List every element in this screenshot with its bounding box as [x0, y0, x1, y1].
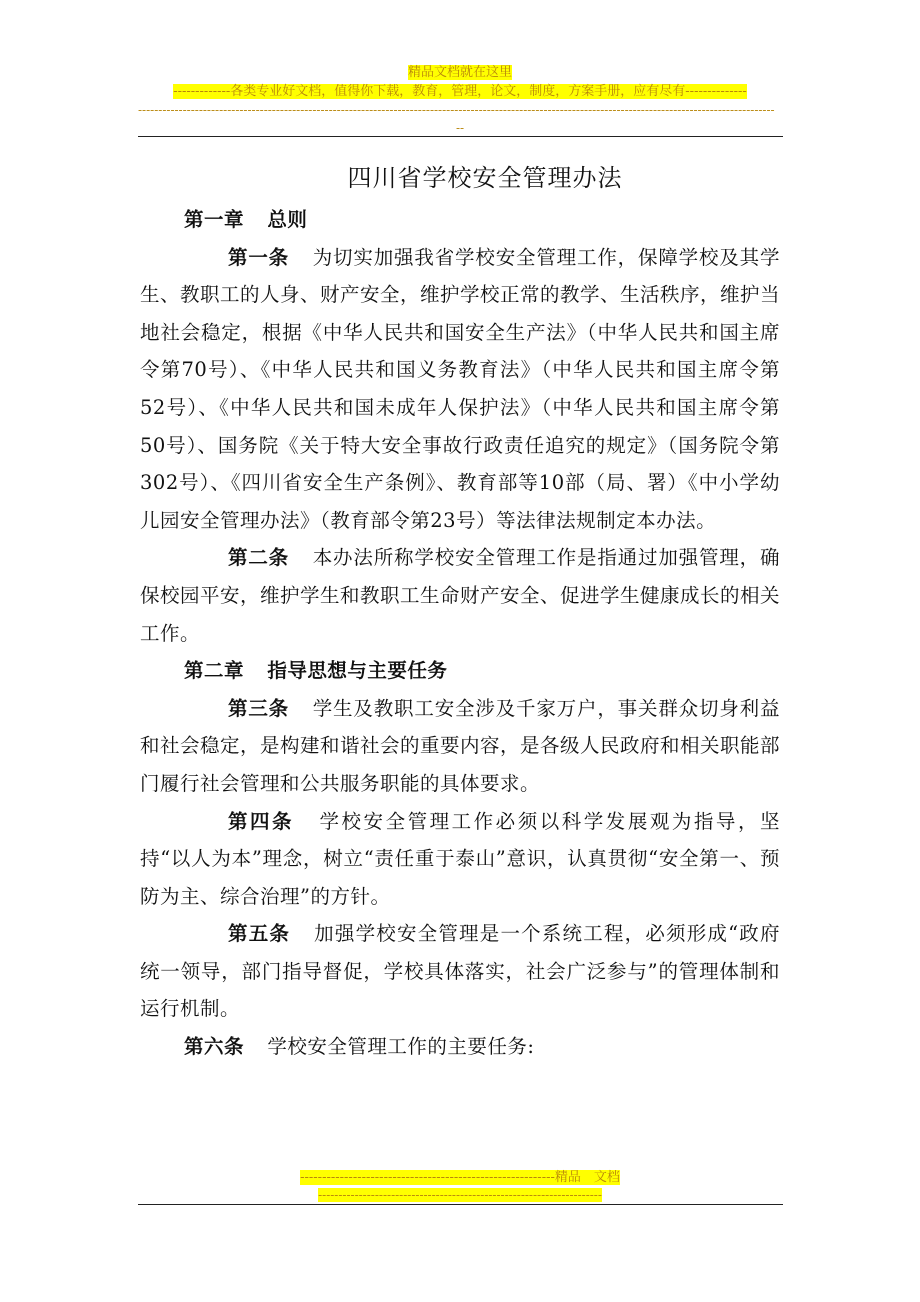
article-text: 学校安全管理工作的主要任务: — [267, 1035, 535, 1059]
footer-label: ----------------------------------------------------------精品 文档 — [300, 1170, 620, 1185]
chapter-number: 第一章 — [184, 208, 245, 231]
article-number: 第一条 — [228, 245, 289, 269]
document-body — [140, 201, 780, 1066]
article-paragraph — [140, 915, 780, 1028]
article-number: 第六条 — [184, 1035, 245, 1059]
article-text: 学生及教职工安全涉及千家万户，事关群众切身利益和社会稳定，是构建和谐社会的重要内容，是各级人民政府和相关职能部门履行社会管理和公共服务职能的具体要求。 — [140, 696, 781, 795]
article-paragraph — [140, 539, 780, 652]
header-dash-tail: -- — [455, 121, 465, 135]
article-text: 为切实加强我省学校安全管理工作，保障学校及其学生、教职工的人身、财产安全，维护学校正常的教学、生活秩序，维护当地社会稳定，根据《中华人民共和国安全生产法》（中华人民共和国主席令第70号）、《中华人民共和国义务教育法》（中华人民共和国主席令第52号）、《中华人民共和国未成年人保护法》（中华人民共和国主席令第50号）、国务院《关于特大安全事故行政责任追究的规定》（国务院令第302号）、《四川省安全生产条例》、教育部等10部（局、署）《中小学幼儿园安全管理办法》（教育部令第23号）等法律法规制定本办法。 — [140, 245, 781, 532]
banner-title: 精品文档就在这里 — [407, 65, 512, 80]
article-paragraph — [140, 690, 780, 803]
chapter-name: 指导思想与主要任务 — [267, 659, 448, 683]
banner-slogan: -------------各类专业好文档，值得你下载，教育，管理，论文，制度，方案手册，应有尽有-------------- — [173, 84, 747, 99]
article-number: 第二条 — [228, 546, 289, 570]
article-paragraph — [140, 239, 780, 540]
chapter-heading — [140, 652, 780, 690]
footer-rule — [138, 1204, 783, 1205]
article-number: 第四条 — [228, 809, 295, 833]
article-paragraph — [140, 1028, 780, 1066]
chapter-number: 第二章 — [184, 659, 245, 683]
article-paragraph — [140, 803, 780, 916]
header-dash-line: ------------------------------------------------------------------------------------------------------------------------------------------------------------- — [138, 103, 775, 117]
chapter-heading — [140, 201, 780, 239]
article-text: 加强学校安全管理是一个系统工程，必须形成“政府统一领导，部门指导督促，学校具体落实，社会广泛参与”的管理体制和运行机制。 — [140, 922, 780, 1021]
header-rule — [138, 136, 783, 137]
chapter-name: 总则 — [267, 208, 308, 231]
article-number: 第三条 — [228, 696, 289, 720]
document-title: 四川省学校安全管理办法 — [347, 164, 623, 192]
article-text: 本办法所称学校安全管理工作是指通过加强管理，确保校园平安，维护学生和教职工生命财产安全、促进学生健康成长的相关工作。 — [140, 546, 781, 645]
footer-dash-line: ---------------------------------------------------------------------- — [318, 1188, 602, 1202]
article-number: 第五条 — [228, 922, 291, 946]
article-text: 学校安全管理工作必须以科学发展观为指导，坚持“以人为本”理念，树立“责任重于泰山”意识，认真贯彻“安全第一、预防为主、综合治理”的方针。 — [140, 809, 780, 908]
